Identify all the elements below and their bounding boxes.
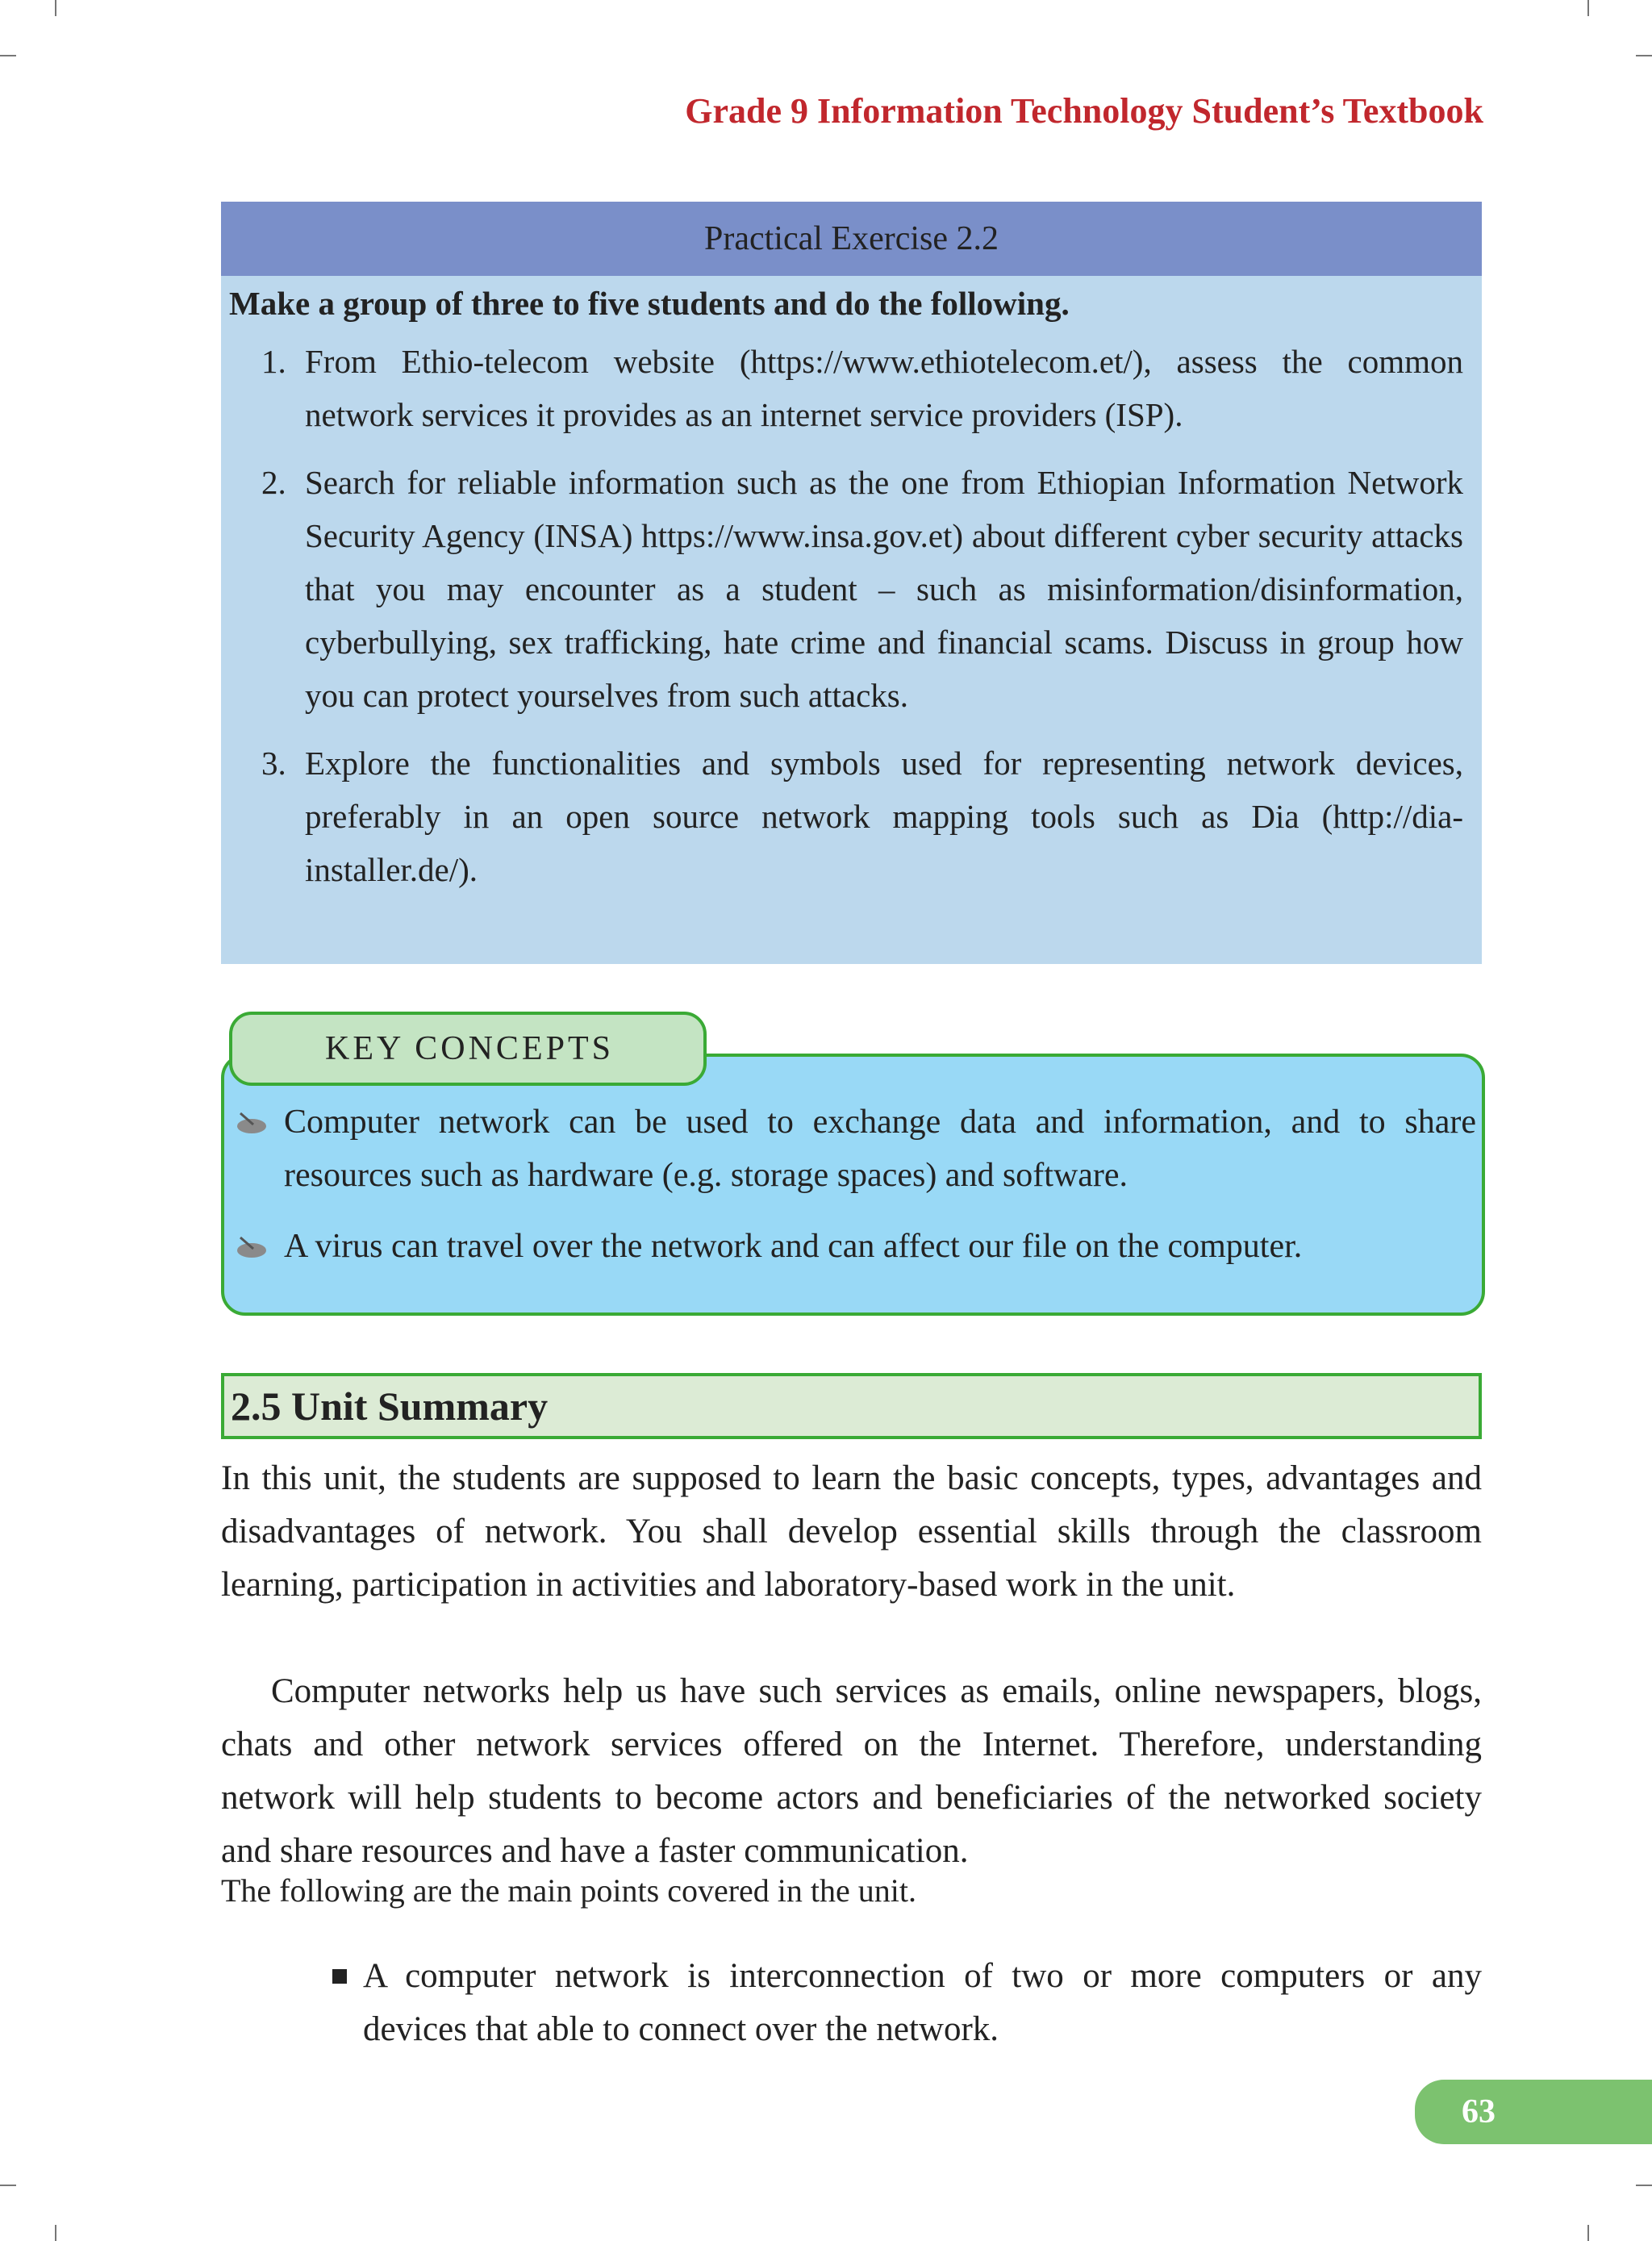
exercise-item	[261, 456, 1463, 722]
crop-mark	[1636, 55, 1652, 56]
exercise-item	[261, 737, 1463, 896]
running-header: Grade 9 Information Technology Student’s Textbook	[685, 91, 1483, 131]
summary-paragraph-2: Computer networks help us have such services as emails, online newspapers, blogs, chats and other network services offered on the Internet. Therefore, understanding network will help students to become actors and beneficiaries of the networked society and share resources and have a faster communication.	[221, 1672, 1482, 1870]
crop-mark	[55, 2225, 56, 2241]
exercise-number: 2.	[261, 464, 286, 501]
exercise-list	[261, 335, 1463, 911]
crop-mark	[0, 2185, 16, 2186]
practical-exercise-heading: Practical Exercise 2.2	[221, 202, 1482, 276]
exercise-text: From Ethio-telecom website (https://www.ethiotelecom.et/), assess the common network services it provides as an internet service providers (ISP).	[305, 343, 1463, 433]
writing-hand-icon	[234, 1234, 268, 1258]
crop-mark	[1587, 2225, 1589, 2241]
crop-mark	[1587, 0, 1589, 16]
summary-paragraph-1: In this unit, the students are supposed to learn the basic concepts, types, advantages and disadvantages of network. You shall develop essential skills through the classroom learning, participation in activities and laboratory-based work in the unit.	[221, 1459, 1482, 1604]
writing-hand-icon	[234, 1110, 268, 1134]
crop-mark	[0, 55, 16, 56]
page-number: 63	[1415, 2080, 1652, 2144]
key-concept-item: Computer network can be used to exchange data and information, and to share resources such as hardware (e.g. storage spaces) and software.	[284, 1104, 1476, 1194]
practical-exercise-intro: Make a group of three to five students and do the following.	[229, 285, 1070, 322]
bullet-square-icon	[332, 1969, 347, 1984]
exercise-text: Explore the functionalities and symbols used for representing network devices, preferably in an open source network mapping tools such as Dia (http://dia-installer.de/).	[305, 745, 1463, 888]
exercise-number: 3.	[261, 745, 286, 782]
exercise-number: 1.	[261, 343, 286, 380]
key-concepts-title: KEY CONCEPTS	[229, 1012, 707, 1086]
exercise-item	[261, 335, 1463, 441]
key-concept-item: A virus can travel over the network and can affect our file on the computer.	[284, 1228, 1303, 1265]
exercise-text: Search for reliable information such as the one from Ethiopian Information Network Security Agency (INSA) https://www.insa.gov.et) about different cyber security attacks that you may encounter as a student – such as misinformation/disinformation, cyberbullying, sex trafficking, hate crime and financial scams. Discuss in group how you can protect yourselves from such attacks.	[305, 464, 1463, 714]
unit-summary-heading: 2.5 Unit Summary	[221, 1373, 1482, 1439]
main-points-intro: The following are the main points covered in the unit.	[221, 1872, 916, 1909]
crop-mark	[55, 0, 56, 16]
practical-exercise-box	[221, 202, 1482, 964]
crop-mark	[1636, 2185, 1652, 2186]
summary-bullet: A computer network is interconnection of two or more computers or any devices that able to connect over the network.	[363, 1957, 1482, 2048]
